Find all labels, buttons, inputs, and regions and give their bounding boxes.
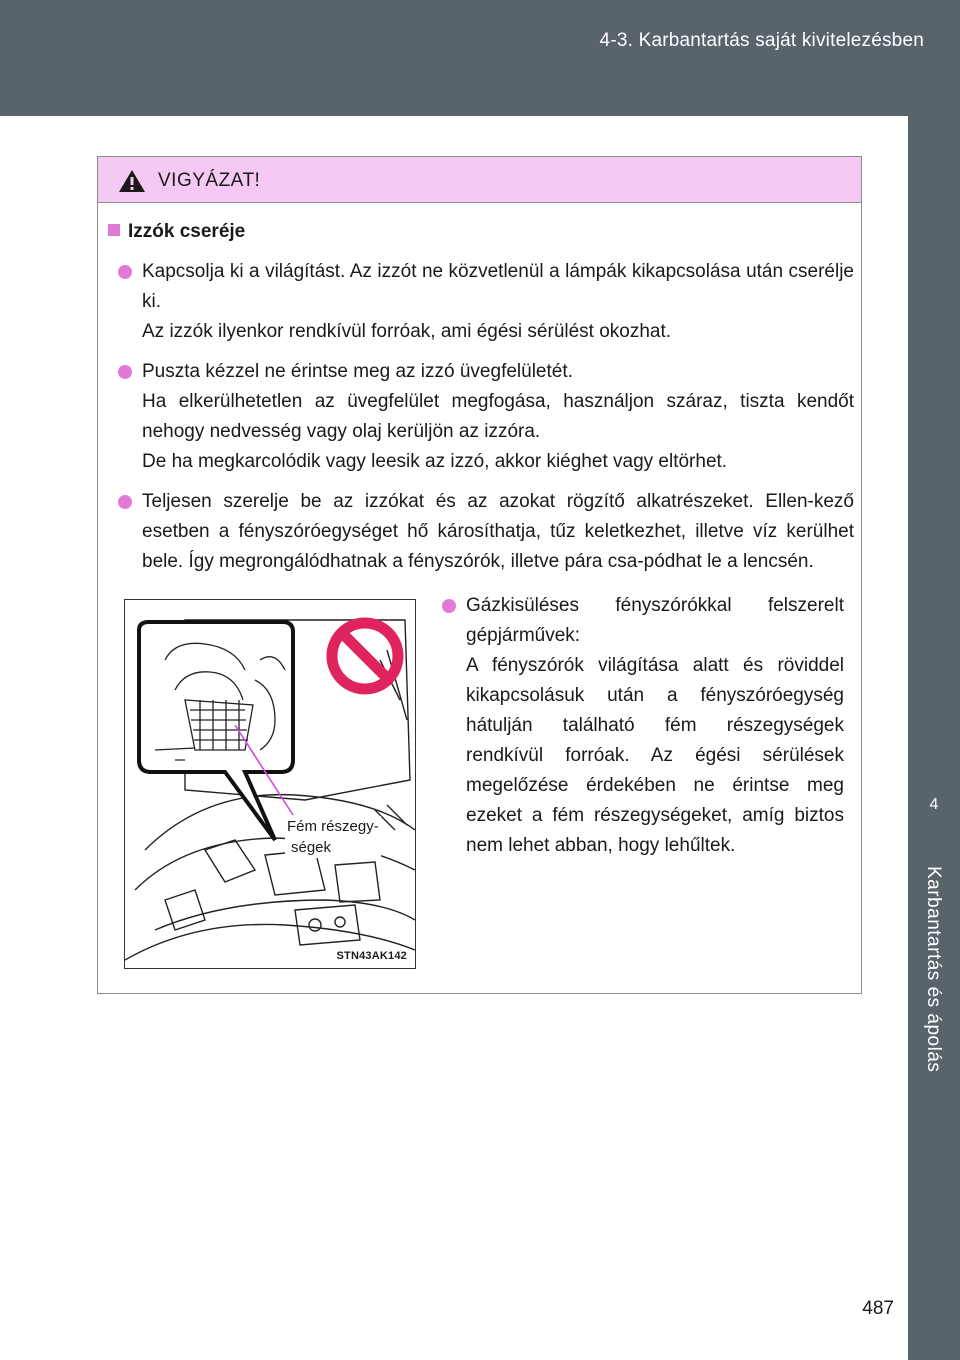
side-bullet <box>438 591 844 871</box>
bullet-text: A fényszórók világítása alatt és röviddel kikapcsolásuk után a fényszóróegység hátulján található fém részegységek rendkívül forróak. Az égési sérülések megelőzése érdekében ne érintse meg ezeket a fém részegységeket, amíg biztos nem lehet abban, hogy lehűltek. <box>466 655 844 856</box>
section-title: 4-3. Karbantartás saját kivitelezésben <box>599 30 924 51</box>
side-tab-top <box>908 116 960 646</box>
section-heading-text: Izzók cseréje <box>128 221 246 242</box>
chapter-side-tab <box>908 116 960 1360</box>
bullet-dot-icon <box>442 599 456 613</box>
bullet-text: Az izzók ilyenkor rendkívül forróak, ami égési sérülést okozhat. <box>142 321 672 342</box>
headlight-illustration <box>125 600 415 968</box>
bullet-text: De ha megkarcolódik vagy leesik az izzó, akkor kiéghet vagy eltörhet. <box>142 451 728 472</box>
page-number: 487 <box>862 1298 894 1319</box>
figure-callout <box>285 816 381 858</box>
section-heading <box>108 221 245 243</box>
chapter-label: Karbantartás és ápolás <box>923 866 944 1073</box>
bullet-dot-icon <box>118 365 132 379</box>
bullet-text: Kapcsolja ki a világítást. Az izzót ne közvetlenül a lámpák kikapcsolása után cserélje ki. <box>142 261 854 312</box>
bullet-text: Teljesen szerelje be az izzókat és az azokat rögzítő alkatrészeket. Ellen-kező esetben a fényszóróegységet hő károsíthatja, tűz keletkezhet, illetve víz kerülhet bele. Így megrongálódhatnak a fényszórók, illetve pára csa-pódhat le a lencsén. <box>142 491 854 572</box>
figure-code: STN43AK142 <box>336 950 407 962</box>
callout-line: Fém részegy- <box>287 818 379 835</box>
warning-icon <box>118 169 146 193</box>
bullet-text: Ha elkerülhetetlen az üvegfelület megfogása, használjon száraz, tiszta kendőt nehogy nedvesség vagy olaj kerüljön az izzóra. <box>142 391 854 442</box>
bullet-text: Gázkisüléses fényszórókkal felszerelt gépjárművek: <box>466 595 844 646</box>
list-item <box>114 257 854 347</box>
chapter-label-tab <box>908 860 960 1360</box>
list-item <box>438 591 844 861</box>
caution-title: VIGYÁZAT! <box>158 170 261 191</box>
list-item <box>114 357 854 477</box>
square-bullet-icon <box>108 224 120 236</box>
bullet-dot-icon <box>118 495 132 509</box>
callout-line: ségek <box>291 839 332 856</box>
chapter-number-tab <box>908 646 960 860</box>
list-item <box>114 487 854 577</box>
illustration-figure <box>124 599 416 969</box>
caution-box <box>97 156 862 994</box>
bullet-dot-icon <box>118 265 132 279</box>
bullet-text: Puszta kézzel ne érintse meg az izzó üvegfelületét. <box>142 361 573 382</box>
caution-header <box>98 157 861 203</box>
chapter-number: 4 <box>929 796 939 813</box>
caution-bullets <box>114 257 854 587</box>
page-header <box>0 0 960 116</box>
